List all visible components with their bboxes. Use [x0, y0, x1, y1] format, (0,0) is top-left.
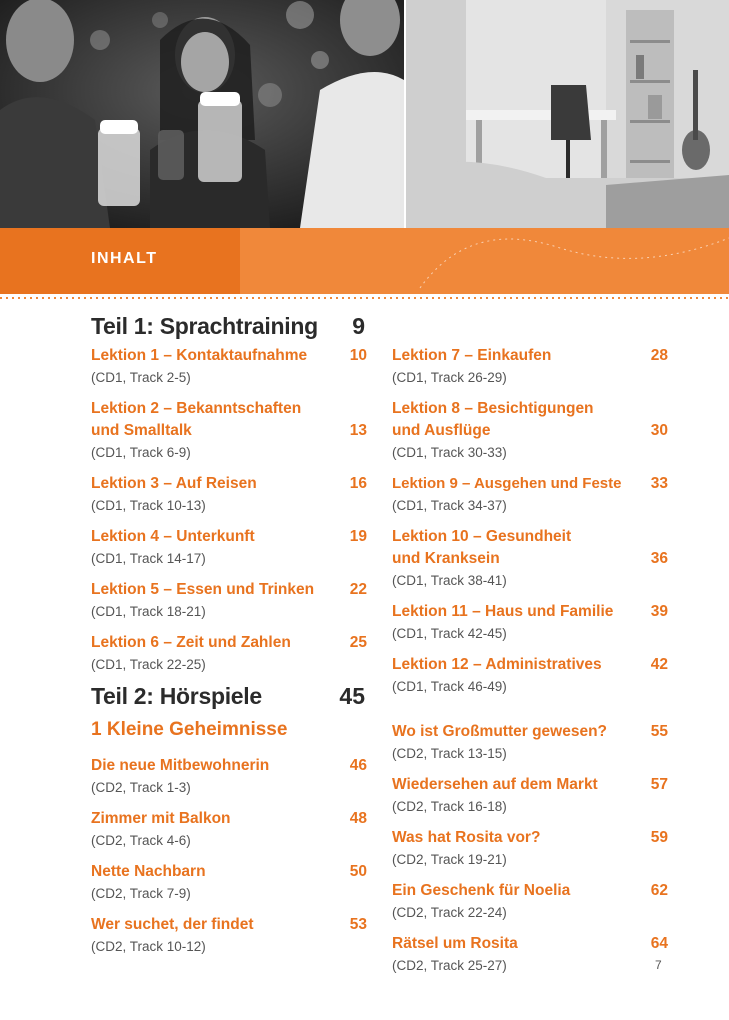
entry-page: 42: [650, 656, 668, 673]
entry-title: Die neue Mitbewohnerin: [91, 757, 270, 774]
toc-entry[interactable]: [392, 398, 668, 464]
entry-title: Lektion 11 – Haus und Familie: [392, 603, 614, 620]
entry-page: 25: [349, 634, 367, 651]
part2-title: Teil 2: Hörspiele: [91, 683, 262, 709]
toc-entry[interactable]: [91, 398, 367, 464]
entry-tracks: (CD1, Track 38-41): [392, 573, 507, 588]
entry-tracks: (CD2, Track 7-9): [91, 886, 191, 901]
entry-page: 22: [349, 581, 367, 598]
entry-title: Zimmer mit Balkon: [91, 810, 231, 827]
entry-page: 13: [349, 422, 367, 439]
entry-page: 39: [650, 603, 668, 620]
toc-entry[interactable]: [392, 654, 668, 698]
toc-entry[interactable]: [392, 721, 668, 765]
entry-page: 57: [650, 776, 668, 793]
entry-title: Lektion 10 – Gesundheit und Kranksein: [392, 528, 572, 567]
entry-tracks: (CD1, Track 46-49): [392, 679, 507, 694]
entry-title: Was hat Rosita vor?: [392, 829, 541, 846]
entry-page: 59: [650, 829, 668, 846]
part2-right-column: [392, 721, 668, 986]
entry-page: 10: [349, 347, 367, 364]
entry-page: 19: [349, 528, 367, 545]
entry-title: Lektion 8 – Besichtigungen und Ausflüge: [392, 400, 594, 439]
page-number: 7: [655, 958, 662, 972]
toc-entry[interactable]: [392, 880, 668, 924]
entry-page: 36: [650, 550, 668, 567]
entry-title: Lektion 3 – Auf Reisen: [91, 475, 257, 492]
header-label-box: [0, 228, 240, 294]
entry-title: Nette Nachbarn: [91, 863, 206, 880]
entry-tracks: (CD1, Track 10-13): [91, 498, 206, 513]
entry-title: Lektion 6 – Zeit und Zahlen: [91, 634, 291, 651]
entry-title: Lektion 1 – Kontaktaufnahme: [91, 347, 308, 364]
header-band: [0, 228, 729, 294]
story-title: 1 Kleine Geheimnisse: [91, 719, 288, 740]
part1-page: 9: [352, 313, 365, 339]
toc-entry[interactable]: [392, 774, 668, 818]
bedroom-desk-photo: [406, 0, 729, 228]
entry-tracks: (CD1, Track 22-25): [91, 657, 206, 672]
page-title: INHALT: [91, 250, 158, 267]
toc-entry[interactable]: [91, 755, 367, 799]
entry-tracks: (CD1, Track 18-21): [91, 604, 206, 619]
toc-entry[interactable]: [392, 526, 668, 592]
entry-title: Lektion 12 – Administratives: [392, 656, 602, 673]
entry-title: Lektion 4 – Unterkunft: [91, 528, 255, 545]
entry-tracks: (CD2, Track 22-24): [392, 905, 507, 920]
part2-left-column: [91, 755, 367, 967]
friends-toasting-photo: [0, 0, 404, 228]
toc-entry[interactable]: [91, 632, 367, 676]
entry-page: 64: [650, 935, 668, 952]
entry-tracks: (CD2, Track 19-21): [392, 852, 507, 867]
entry-tracks: (CD2, Track 4-6): [91, 833, 191, 848]
entry-title: Lektion 5 – Essen und Trinken: [91, 581, 315, 598]
entry-page: 28: [650, 347, 668, 364]
part1-left-column: [91, 345, 367, 685]
toc-entry[interactable]: [91, 473, 367, 517]
entry-tracks: (CD2, Track 16-18): [392, 799, 507, 814]
entry-title: Rätsel um Rosita: [392, 935, 518, 952]
toc-entry[interactable]: [392, 933, 668, 977]
toc-entry[interactable]: [392, 473, 668, 517]
header-photos: [0, 0, 729, 228]
toc-entry[interactable]: [91, 808, 367, 852]
entry-page: 46: [349, 757, 367, 774]
entry-page: 50: [349, 863, 367, 880]
toc-entry[interactable]: [91, 914, 367, 958]
part1-right-column: [392, 345, 668, 707]
entry-title: Wiedersehen auf dem Markt: [392, 776, 598, 793]
entry-tracks: (CD1, Track 26-29): [392, 370, 507, 385]
dotted-divider: [0, 294, 729, 302]
entry-page: 30: [650, 422, 668, 439]
entry-title: Lektion 2 – Bekanntschaften und Smalltalk: [91, 400, 302, 439]
entry-tracks: (CD2, Track 10-12): [91, 939, 206, 954]
toc-entry[interactable]: [392, 827, 668, 871]
entry-page: 55: [650, 723, 668, 740]
toc-entry[interactable]: [91, 526, 367, 570]
entry-title: Lektion 7 – Einkaufen: [392, 347, 552, 364]
entry-page: 33: [650, 475, 668, 492]
toc-entry[interactable]: [91, 345, 367, 389]
entry-tracks: (CD1, Track 30-33): [392, 445, 507, 460]
entry-title: Ein Geschenk für Noelia: [392, 882, 571, 899]
toc-entry[interactable]: [392, 601, 668, 645]
toc-entry[interactable]: [91, 579, 367, 623]
entry-tracks: (CD2, Track 1-3): [91, 780, 191, 795]
entry-page: 48: [349, 810, 367, 827]
toc-entry[interactable]: [91, 861, 367, 905]
entry-title: Wer suchet, der findet: [91, 916, 254, 933]
entry-tracks: (CD1, Track 6-9): [91, 445, 191, 460]
entry-tracks: (CD1, Track 42-45): [392, 626, 507, 641]
entry-page: 16: [349, 475, 367, 492]
entry-title: Lektion 9 – Ausgehen und Feste: [392, 475, 622, 492]
entry-tracks: (CD1, Track 14-17): [91, 551, 206, 566]
entry-tracks: (CD2, Track 25-27): [392, 958, 507, 973]
entry-page: 62: [650, 882, 668, 899]
entry-tracks: (CD1, Track 34-37): [392, 498, 507, 513]
entry-tracks: (CD1, Track 2-5): [91, 370, 191, 385]
toc-entry[interactable]: [392, 345, 668, 389]
entry-page: 53: [349, 916, 367, 933]
entry-title: Wo ist Großmutter gewesen?: [392, 723, 608, 740]
part2-page: 45: [339, 683, 365, 709]
entry-tracks: (CD2, Track 13-15): [392, 746, 507, 761]
part1-title: Teil 1: Sprachtraining: [91, 313, 318, 339]
